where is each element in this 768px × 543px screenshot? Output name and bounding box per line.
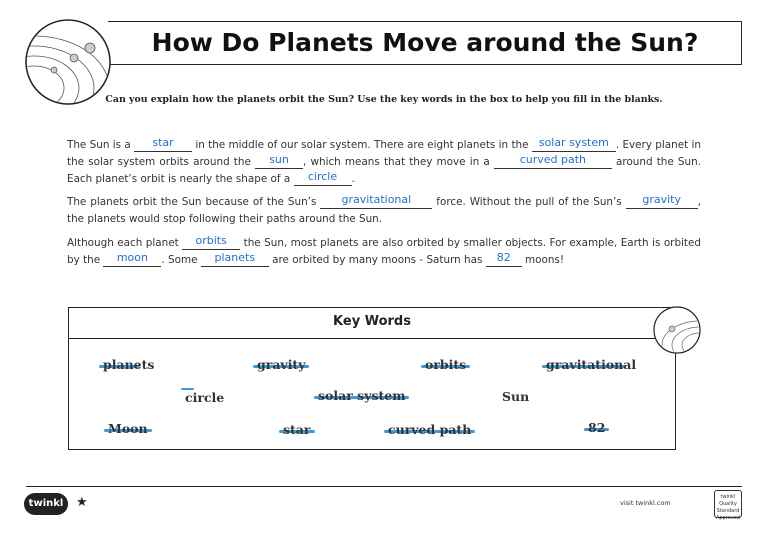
answer-blank[interactable]: 82 [486, 254, 522, 267]
key-words-title: Key Words [333, 314, 411, 329]
key-word: orbits [425, 357, 466, 372]
answer-blank[interactable]: gravitational [320, 196, 432, 209]
twinkl-logo[interactable]: twinkl [24, 493, 68, 515]
key-word: gravitational [546, 357, 636, 372]
answer-blank[interactable]: solar system [532, 139, 616, 152]
key-word: circle [185, 390, 224, 405]
answer-blank[interactable]: moon [103, 254, 161, 267]
key-word: Moon [108, 421, 148, 436]
paragraph-2: The planets orbit the Sun because of the Sun’s gravitational force. Without the pull of the Sun’s gravity , the planets would stop following their paths around the Sun. [67, 193, 701, 225]
visit-link[interactable]: visit twinkl.com [620, 499, 671, 507]
orbit-icon [652, 305, 702, 355]
key-word: curved path [388, 422, 471, 437]
star-icon: ★ [76, 495, 88, 510]
key-word: 82 [588, 420, 605, 435]
instruction-text: Can you explain how the planets orbit the Sun? Use the key words in the box to help you fill in the blanks. [105, 94, 663, 105]
quality-badge: twinkl Quality Standard Approved [714, 490, 742, 518]
answer-blank[interactable]: circle [294, 173, 352, 186]
answer-blank[interactable]: sun [255, 156, 303, 169]
key-word: gravity [257, 357, 305, 372]
answer-blank[interactable]: gravity [626, 196, 698, 209]
solar-system-icon [24, 18, 112, 106]
paragraph-3: Although each planet orbits the Sun, most planets are also orbited by smaller objects. For example, Earth is orbited by the moon . Some planets are orbited by many moons - Saturn has 82 moons! [67, 234, 701, 266]
footer-divider [26, 486, 742, 487]
key-word: Sun [502, 389, 530, 404]
answer-blank[interactable]: planets [201, 254, 269, 267]
key-word: star [283, 422, 311, 437]
page-title: How Do Planets Move around the Sun? [151, 28, 699, 57]
answer-blank[interactable]: curved path [494, 156, 612, 169]
key-word: planets [103, 357, 154, 372]
paragraph-1: The Sun is a star in the middle of our solar system. There are eight planets in the solar system . Every planet in the solar system orbits around the sun , which means that they move in a curved path around the Sun. Each planet’s orbit is nearly the shape of a circle . [67, 136, 701, 185]
key-words-divider [68, 338, 676, 339]
key-word: solar system [318, 388, 405, 403]
answer-blank[interactable]: orbits [182, 237, 240, 250]
answer-blank[interactable]: star [134, 139, 192, 152]
